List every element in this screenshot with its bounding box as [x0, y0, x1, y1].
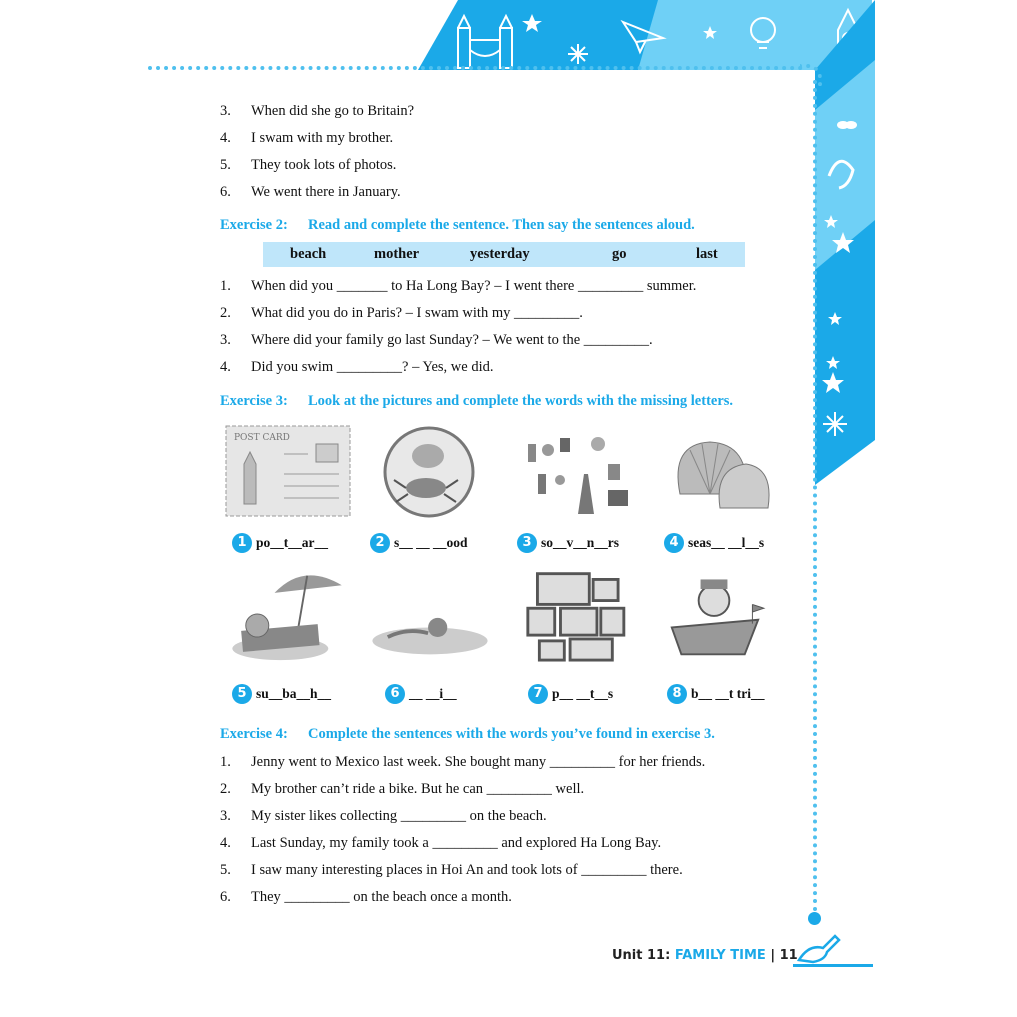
word-bank: [263, 242, 745, 267]
ex4-item: 1. Jenny went to Mexico last week. She bought many _________ for her friends.: [220, 754, 706, 770]
number-badge: 5: [232, 684, 252, 704]
footer-underline: [793, 964, 873, 967]
ex3-caption: 8 b__ __t tri__: [667, 684, 765, 704]
number-badge: 7: [528, 684, 548, 704]
word-bank-item: last: [696, 246, 718, 262]
seashells-picture: [650, 424, 778, 520]
ex3-caption: 2 s__ __ __ood: [370, 533, 468, 553]
ex2-item: 2. What did you do in Paris? – I swam with my _________.: [220, 305, 583, 321]
dotted-border-top: [148, 66, 803, 70]
ex3-caption: 1 po__t__ar__: [232, 533, 328, 553]
exercise-3-title: Exercise 3: Look at the pictures and complete the words with the missing letters.: [220, 393, 734, 409]
ex1-item: 6. We went there in January.: [220, 184, 401, 200]
ex1-item: 4. I swam with my brother.: [220, 130, 394, 146]
writing-hand-icon: [795, 930, 845, 966]
top-decor-banner: [418, 0, 872, 70]
butterfly-icon: [837, 121, 857, 129]
ex3-caption: 3 so__v__n__rs: [517, 533, 619, 553]
seafood-picture: [366, 424, 494, 520]
exercise-2-title: Exercise 2: Read and complete the sentence. Then say the sentences aloud.: [220, 217, 695, 233]
side-decor-banner: [815, 0, 875, 485]
sunbathe-picture: [224, 566, 352, 662]
ex3-caption: 7 p__ __t__s: [528, 684, 613, 704]
ex4-item: 4. Last Sunday, my family took a _________ and explored Ha Long Bay.: [220, 835, 662, 851]
ex2-item: 1. When did you _______ to Ha Long Bay? – I went there _________ summer.: [220, 278, 697, 294]
number-badge: 3: [517, 533, 537, 553]
boat-trip-picture: [650, 566, 778, 662]
ex1-item: 3. When did she go to Britain?: [220, 103, 415, 119]
number-badge: 1: [232, 533, 252, 553]
postcard-picture: [224, 424, 352, 520]
exercise-4-title: Exercise 4: Complete the sentences with the words you’ve found in exercise 3.: [220, 726, 715, 742]
swimming-picture: [366, 566, 494, 662]
snowflake-icon: [568, 44, 588, 64]
svg-text:POST CARD: POST CARD: [234, 433, 290, 443]
word-bank-item: mother: [374, 246, 420, 262]
number-badge: 4: [664, 533, 684, 553]
ex4-item: 6. They _________ on the beach once a month.: [220, 889, 512, 905]
word-bank-item: yesterday: [470, 246, 530, 262]
ex2-item: 3. Where did your family go last Sunday? – We went to the _________.: [220, 332, 653, 348]
word-bank-item: beach: [290, 246, 327, 262]
word-bank-item: go: [612, 246, 627, 262]
ex3-caption: 6 __ __i__: [385, 684, 457, 704]
photos-picture: [508, 566, 636, 662]
souvenirs-picture: [508, 424, 636, 520]
ex1-item: 5. They took lots of photos.: [220, 157, 397, 173]
ex4-item: 3. My sister likes collecting _________ on the beach.: [220, 808, 547, 824]
page-footer: Unit 11: FAMILY TIME | 11: [612, 948, 798, 963]
number-badge: 8: [667, 684, 687, 704]
number-badge: 2: [370, 533, 390, 553]
ex2-item: 4. Did you swim _________? – Yes, we did.: [220, 359, 494, 375]
border-end-dot: [808, 912, 821, 925]
ex4-item: 2. My brother can’t ride a bike. But he can _________ well.: [220, 781, 585, 797]
ex4-item: 5. I saw many interesting places in Hoi An and took lots of _________ there.: [220, 862, 683, 878]
ex3-caption: 4 seas__ __l__s: [664, 533, 764, 553]
ex3-caption: 5 su__ba__h__: [232, 684, 331, 704]
dotted-border-right: [813, 80, 817, 920]
number-badge: 6: [385, 684, 405, 704]
